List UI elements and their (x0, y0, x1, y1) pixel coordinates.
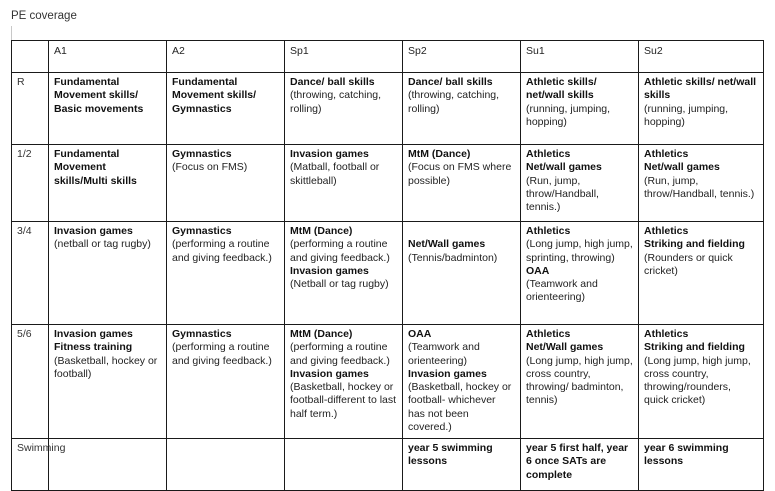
activity-detail: (running, jumping, hopping) (526, 102, 611, 128)
activity-heading: Net/Wall games (408, 238, 486, 251)
table-row (12, 439, 764, 491)
activity-detail: (Matball, football or skittleball) (290, 161, 380, 187)
header-row (12, 41, 764, 73)
activity-detail: (Teamwork and orienteering) (526, 278, 598, 304)
activity-heading: Net/Wall games (526, 341, 604, 354)
table-cell (167, 439, 285, 491)
table-row (12, 73, 764, 145)
pe-coverage-table (11, 40, 764, 491)
table-cell (403, 222, 521, 325)
activity-heading: Invasion games (290, 367, 369, 380)
activity-heading: Athletic skills/ net/wall skills (526, 76, 597, 102)
activity-detail: (throwing, catching, rolling) (408, 89, 500, 115)
table-cell (521, 145, 639, 222)
table-row (12, 222, 764, 325)
column-header: Su1 (521, 41, 639, 73)
activity-heading: Striking and fielding (644, 238, 745, 251)
table-cell (167, 73, 285, 145)
activity-detail: (performing a routine and giving feedback.) (172, 238, 272, 264)
row-label: Swimming (12, 439, 49, 491)
activity-heading: OAA (526, 264, 550, 277)
activity-detail: (Long jump, high jump, cross country, throwing/rounders, quick cricket) (644, 354, 751, 407)
table-cell (167, 222, 285, 325)
title-divider (11, 26, 12, 40)
activity-detail: (Run, jump, throw/Handball, tennis.) (526, 174, 599, 214)
activity-heading: year 6 swimming lessons (644, 442, 729, 468)
table-cell (49, 145, 167, 222)
page-title: PE coverage (11, 10, 77, 22)
activity-detail: (Long jump, high jump, sprinting, throwing) (526, 238, 633, 264)
activity-heading: Athletics (644, 148, 689, 160)
table-cell (49, 439, 167, 491)
activity-detail: (performing a routine and giving feedback.) (172, 341, 272, 367)
table-cell (403, 325, 521, 439)
table-cell (49, 73, 167, 145)
table-cell (285, 325, 403, 439)
activity-heading: MtM (Dance) (290, 225, 353, 237)
table-cell (285, 439, 403, 491)
column-header: A2 (167, 41, 285, 73)
table-cell (521, 73, 639, 145)
activity-heading: Athletic skills/ net/wall skills (644, 76, 757, 102)
table-cell (639, 145, 764, 222)
activity-detail: (running, jumping, hopping) (644, 102, 729, 128)
activity-heading: Net/wall games (644, 161, 720, 174)
activity-heading: Invasion games (54, 225, 133, 237)
table-row (12, 145, 764, 222)
table-cell (521, 325, 639, 439)
activity-heading: Athletics (526, 328, 571, 340)
table-cell (285, 73, 403, 145)
activity-detail (408, 225, 515, 238)
table-cell (49, 222, 167, 325)
activity-heading: MtM (Dance) (290, 328, 353, 340)
column-header: Sp1 (285, 41, 403, 73)
table-cell (403, 145, 521, 222)
activity-heading: OAA (408, 328, 432, 340)
table-cell (639, 73, 764, 145)
activity-heading: Fitness training (54, 341, 133, 354)
table-cell (285, 145, 403, 222)
activity-heading: Fundamental Movement skills/Multi skills (54, 148, 137, 187)
activity-heading: Fundamental Movement skills/ Gymnastics (172, 76, 257, 115)
activity-detail: (throwing, catching, rolling) (290, 89, 382, 115)
row-label: R (12, 73, 49, 145)
activity-detail: (Tennis/badminton) (408, 251, 498, 264)
table-cell (285, 222, 403, 325)
activity-detail: (Basketball, hockey or football- whichever has not been covered.) (408, 381, 512, 434)
column-header: Sp2 (403, 41, 521, 73)
activity-detail: (Basketball, hockey or football) (54, 354, 158, 380)
row-label: 1/2 (12, 145, 49, 222)
table-cell (639, 439, 764, 491)
column-header (12, 41, 49, 73)
activity-detail: (Netball or tag rugby) (290, 278, 389, 291)
activity-detail: (performing a routine and giving feedback.) (290, 341, 390, 367)
activity-detail: (Rounders or quick cricket) (644, 251, 733, 277)
activity-heading: Invasion games (290, 148, 369, 160)
activity-heading: Dance/ ball skills (290, 76, 375, 88)
activity-heading: Athletics (526, 148, 571, 160)
table-row (12, 325, 764, 439)
table-cell (403, 439, 521, 491)
table-cell (639, 325, 764, 439)
activity-heading: year 5 swimming lessons (408, 442, 493, 468)
activity-heading: Gymnastics (172, 225, 232, 237)
column-header: A1 (49, 41, 167, 73)
activity-heading: Invasion games (408, 367, 487, 380)
activity-detail: (Focus on FMS where possible) (408, 161, 512, 187)
activity-heading: Gymnastics (172, 148, 232, 160)
table-cell (167, 145, 285, 222)
table-cell (403, 73, 521, 145)
activity-heading: Gymnastics (172, 328, 232, 340)
row-label: 3/4 (12, 222, 49, 325)
table-cell (521, 439, 639, 491)
column-header: Su2 (639, 41, 764, 73)
activity-heading: Invasion games (290, 264, 369, 277)
activity-detail: (Focus on FMS) (172, 161, 248, 174)
activity-heading: year 5 first half, year 6 once SATs are complete (526, 442, 629, 481)
activity-heading: Invasion games (54, 328, 133, 340)
activity-detail: (Run, jump, throw/Handball, tennis.) (644, 174, 755, 200)
activity-detail: (performing a routine and giving feedback.) (290, 238, 390, 264)
activity-detail: (netball or tag rugby) (54, 238, 151, 251)
table-cell (167, 325, 285, 439)
activity-heading: Net/wall games (526, 161, 602, 174)
activity-heading: Athletics (644, 328, 689, 340)
table-cell (49, 325, 167, 439)
activity-heading: Dance/ ball skills (408, 76, 493, 88)
table-cell (639, 222, 764, 325)
activity-heading: MtM (Dance) (408, 148, 471, 160)
table-cell (521, 222, 639, 325)
activity-heading: Fundamental Movement skills/ Basic movements (54, 76, 144, 115)
activity-heading: Athletics (644, 225, 689, 237)
activity-detail: (Teamwork and orienteering) (408, 341, 480, 367)
row-label: 5/6 (12, 325, 49, 439)
activity-detail: (Basketball, hockey or football-different to last half term.) (290, 381, 397, 420)
activity-heading: Athletics (526, 225, 571, 237)
activity-detail: (Long jump, high jump, cross country, throwing/ badminton, tennis) (526, 354, 633, 407)
activity-heading: Striking and fielding (644, 341, 745, 354)
